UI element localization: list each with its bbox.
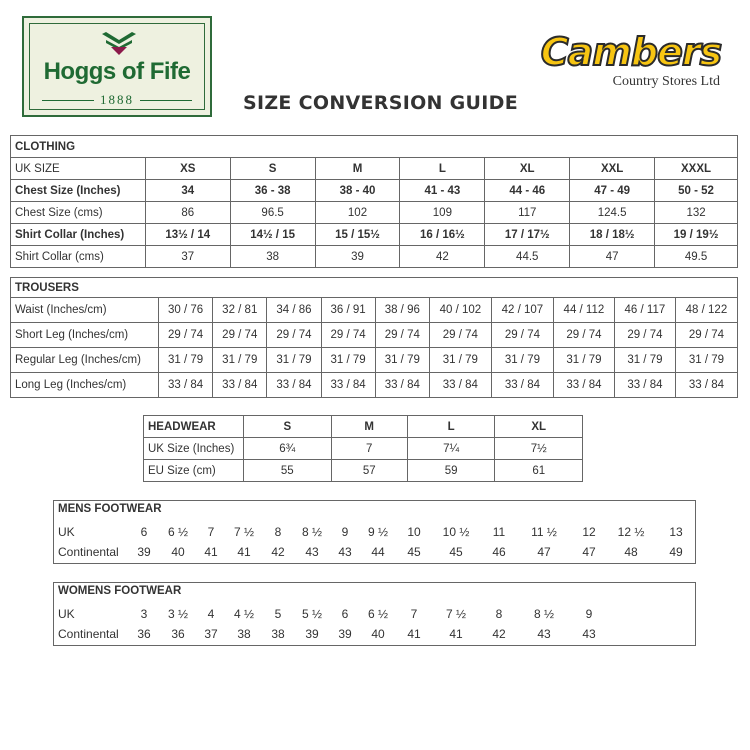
row-label: UK Size (Inches) <box>144 438 244 460</box>
table-cell: 7 <box>207 525 215 539</box>
table-cell: 19 / 19½ <box>655 224 738 246</box>
table-cell: 29 / 74 <box>213 323 267 348</box>
table-cell: 5 <box>274 607 282 621</box>
trousers-table <box>10 277 738 398</box>
table-cell: 29 / 74 <box>321 323 375 348</box>
table-cell: 16 / 16½ <box>400 224 485 246</box>
table-cell: 4 ½ <box>233 607 254 621</box>
table-cell: 33 / 84 <box>375 373 429 398</box>
table-cell: 37 <box>204 627 218 641</box>
table-row <box>11 323 738 348</box>
table-cell: 6 <box>341 607 349 621</box>
table-cell: 43 <box>338 545 352 559</box>
uk-size-row <box>54 523 695 543</box>
table-cell: 13½ / 14 <box>145 224 230 246</box>
table-cell: 47 <box>570 246 655 268</box>
table-cell: 6¾ <box>244 438 332 460</box>
clothing-table <box>10 135 738 268</box>
size-header-cell: XXL <box>570 158 655 180</box>
table-cell: 18 / 18½ <box>570 224 655 246</box>
mens-footwear-table <box>53 500 696 564</box>
table-cell: 34 / 86 <box>267 298 321 323</box>
table-cell: 45 <box>449 545 463 559</box>
table-cell: 33 / 84 <box>675 373 737 398</box>
table-cell: 8 <box>495 607 503 621</box>
table-cell: 47 - 49 <box>570 180 655 202</box>
row-label: Short Leg (Inches/cm) <box>11 323 159 348</box>
table-cell: 44 / 112 <box>553 298 614 323</box>
cambers-logo-subtitle: Country Stores Ltd <box>612 74 720 89</box>
table-cell: 124.5 <box>570 202 655 224</box>
table-row <box>11 348 738 373</box>
row-label: EU Size (cm) <box>144 460 244 482</box>
table-cell: 38 <box>271 627 285 641</box>
table-cell: 7¼ <box>407 438 495 460</box>
table-cell: 31 / 79 <box>614 348 675 373</box>
table-row <box>11 246 738 268</box>
table-cell: 33 / 84 <box>213 373 267 398</box>
table-cell: 42 / 107 <box>491 298 553 323</box>
table-row <box>11 180 738 202</box>
table-cell: 49.5 <box>655 246 738 268</box>
continental-size-row <box>54 543 695 563</box>
section-title: WOMENS FOOTWEAR <box>58 585 182 597</box>
table-cell: 33 / 84 <box>614 373 675 398</box>
table-row <box>11 202 738 224</box>
row-label: Long Leg (Inches/cm) <box>11 373 159 398</box>
continental-size-row <box>54 625 695 645</box>
table-cell: 31 / 79 <box>267 348 321 373</box>
page-title: SIZE CONVERSION GUIDE <box>243 92 518 114</box>
table-cell: 38 <box>237 627 251 641</box>
table-cell: 41 <box>449 627 463 641</box>
table-cell: 31 / 79 <box>159 348 213 373</box>
table-cell: 36 - 38 <box>230 180 315 202</box>
row-label: Chest Size (cms) <box>11 202 146 224</box>
hoggs-of-fife-logo <box>22 16 212 117</box>
table-cell: 132 <box>655 202 738 224</box>
table-cell: 42 <box>271 545 285 559</box>
table-cell: 40 / 102 <box>429 298 491 323</box>
table-cell: 59 <box>407 460 495 482</box>
table-cell: 50 - 52 <box>655 180 738 202</box>
table-cell: 10 ½ <box>442 525 470 539</box>
table-row <box>144 460 583 482</box>
table-cell: 45 <box>407 545 421 559</box>
table-cell: 102 <box>315 202 400 224</box>
table-cell: 38 - 40 <box>315 180 400 202</box>
size-header-cell: M <box>331 416 407 438</box>
row-label: Continental <box>58 545 119 559</box>
table-cell: 6 <box>140 525 148 539</box>
table-cell: 47 <box>537 545 551 559</box>
cambers-logo-name: Cambers <box>540 30 722 74</box>
table-cell: 33 / 84 <box>159 373 213 398</box>
table-cell: 13 <box>669 525 683 539</box>
table-cell: 7 <box>410 607 418 621</box>
table-cell: 9 <box>341 525 349 539</box>
table-cell: 117 <box>485 202 570 224</box>
table-cell: 31 / 79 <box>429 348 491 373</box>
headwear-table <box>143 415 583 482</box>
table-row <box>11 224 738 246</box>
table-cell: 41 <box>204 545 218 559</box>
table-cell: 44 - 46 <box>485 180 570 202</box>
size-header-cell: XS <box>145 158 230 180</box>
saltire-icon <box>100 32 138 56</box>
section-title: TROUSERS <box>11 278 738 298</box>
table-cell: 7½ <box>495 438 583 460</box>
section-header-row <box>11 278 738 298</box>
table-cell: 57 <box>331 460 407 482</box>
table-cell: 43 <box>305 545 319 559</box>
table-cell: 33 / 84 <box>321 373 375 398</box>
table-cell: 32 / 81 <box>213 298 267 323</box>
table-cell: 39 <box>137 545 151 559</box>
table-cell: 61 <box>495 460 583 482</box>
table-cell: 31 / 79 <box>553 348 614 373</box>
table-cell: 8 ½ <box>301 525 322 539</box>
table-cell: 86 <box>145 202 230 224</box>
table-cell: 47 <box>582 545 596 559</box>
table-cell: 46 <box>492 545 506 559</box>
size-header-cell: L <box>400 158 485 180</box>
table-cell: 7 <box>331 438 407 460</box>
table-cell: 30 / 76 <box>159 298 213 323</box>
uk-size-row <box>54 605 695 625</box>
table-cell: 42 <box>492 627 506 641</box>
table-cell: 46 / 117 <box>614 298 675 323</box>
table-cell: 34 <box>145 180 230 202</box>
table-cell: 9 ½ <box>367 525 388 539</box>
table-cell: 17 / 17½ <box>485 224 570 246</box>
row-label: UK <box>58 525 75 539</box>
row-label: Waist (Inches/cm) <box>11 298 159 323</box>
table-cell: 6 ½ <box>167 525 188 539</box>
table-cell: 39 <box>338 627 352 641</box>
table-cell: 109 <box>400 202 485 224</box>
table-cell: 48 / 122 <box>675 298 737 323</box>
hoggs-logo-name: Hoggs of Fife <box>43 58 191 85</box>
table-row <box>144 438 583 460</box>
table-cell: 31 / 79 <box>491 348 553 373</box>
row-label: UK SIZE <box>11 158 146 180</box>
table-cell: 29 / 74 <box>159 323 213 348</box>
table-cell: 29 / 74 <box>267 323 321 348</box>
table-cell: 49 <box>669 545 683 559</box>
size-header-cell: XXXL <box>655 158 738 180</box>
table-cell: 29 / 74 <box>553 323 614 348</box>
table-cell: 31 / 79 <box>213 348 267 373</box>
table-row <box>11 373 738 398</box>
table-cell: 33 / 84 <box>491 373 553 398</box>
size-header-cell: M <box>315 158 400 180</box>
table-cell: 8 <box>274 525 282 539</box>
table-cell: 38 <box>230 246 315 268</box>
size-header-cell: XL <box>495 416 583 438</box>
table-cell: 38 / 96 <box>375 298 429 323</box>
section-title: CLOTHING <box>11 136 738 158</box>
table-cell: 31 / 79 <box>321 348 375 373</box>
table-cell: 3 <box>140 607 148 621</box>
size-header-cell: S <box>230 158 315 180</box>
table-cell: 10 <box>407 525 421 539</box>
row-label: UK <box>58 607 75 621</box>
size-header-cell: S <box>244 416 332 438</box>
table-cell: 7 ½ <box>445 607 466 621</box>
table-cell: 29 / 74 <box>429 323 491 348</box>
hoggs-year-row <box>42 92 192 108</box>
table-cell: 29 / 74 <box>491 323 553 348</box>
table-cell: 36 / 91 <box>321 298 375 323</box>
table-cell: 40 <box>371 627 385 641</box>
table-cell: 3 ½ <box>167 607 188 621</box>
table-cell: 96.5 <box>230 202 315 224</box>
table-cell: 4 <box>207 607 215 621</box>
table-cell: 36 <box>137 627 151 641</box>
table-cell: 42 <box>400 246 485 268</box>
womens-footwear-table <box>53 582 696 646</box>
size-header-cell: L <box>407 416 495 438</box>
table-cell: 40 <box>171 545 185 559</box>
size-header-cell: XL <box>485 158 570 180</box>
divider <box>42 100 94 101</box>
table-cell: 44 <box>371 545 385 559</box>
table-cell: 31 / 79 <box>675 348 737 373</box>
table-cell: 39 <box>305 627 319 641</box>
table-cell: 43 <box>537 627 551 641</box>
section-header-row <box>11 136 738 158</box>
table-cell: 11 ½ <box>531 525 557 539</box>
table-cell: 37 <box>145 246 230 268</box>
table-cell: 14½ / 15 <box>230 224 315 246</box>
table-cell: 15 / 15½ <box>315 224 400 246</box>
table-cell: 33 / 84 <box>553 373 614 398</box>
section-title: HEADWEAR <box>144 416 244 438</box>
size-header-row <box>144 416 583 438</box>
table-cell: 48 <box>624 545 638 559</box>
table-cell: 33 / 84 <box>267 373 321 398</box>
table-cell: 8 ½ <box>533 607 554 621</box>
divider <box>140 100 192 101</box>
cambers-logo <box>540 30 722 74</box>
table-cell: 5 ½ <box>301 607 322 621</box>
table-cell: 11 <box>492 525 506 539</box>
table-cell: 7 ½ <box>233 525 254 539</box>
row-label: Regular Leg (Inches/cm) <box>11 348 159 373</box>
row-label: Continental <box>58 627 119 641</box>
table-cell: 33 / 84 <box>429 373 491 398</box>
section-title: MENS FOOTWEAR <box>58 503 162 515</box>
table-cell: 41 - 43 <box>400 180 485 202</box>
table-cell: 55 <box>244 460 332 482</box>
row-label: Shirt Collar (cms) <box>11 246 146 268</box>
hoggs-logo-year: 1888 <box>100 92 134 107</box>
table-cell: 41 <box>237 545 251 559</box>
table-cell: 12 ½ <box>617 525 645 539</box>
table-cell: 29 / 74 <box>614 323 675 348</box>
table-cell: 36 <box>171 627 185 641</box>
table-cell: 6 ½ <box>367 607 388 621</box>
size-header-row <box>11 158 738 180</box>
table-cell: 29 / 74 <box>375 323 429 348</box>
row-label: Chest Size (Inches) <box>11 180 146 202</box>
table-cell: 9 <box>585 607 593 621</box>
table-cell: 43 <box>582 627 596 641</box>
table-row <box>11 298 738 323</box>
row-label: Shirt Collar (Inches) <box>11 224 146 246</box>
table-cell: 41 <box>407 627 421 641</box>
table-cell: 44.5 <box>485 246 570 268</box>
table-cell: 39 <box>315 246 400 268</box>
table-cell: 31 / 79 <box>375 348 429 373</box>
table-cell: 12 <box>582 525 596 539</box>
table-cell: 29 / 74 <box>675 323 737 348</box>
